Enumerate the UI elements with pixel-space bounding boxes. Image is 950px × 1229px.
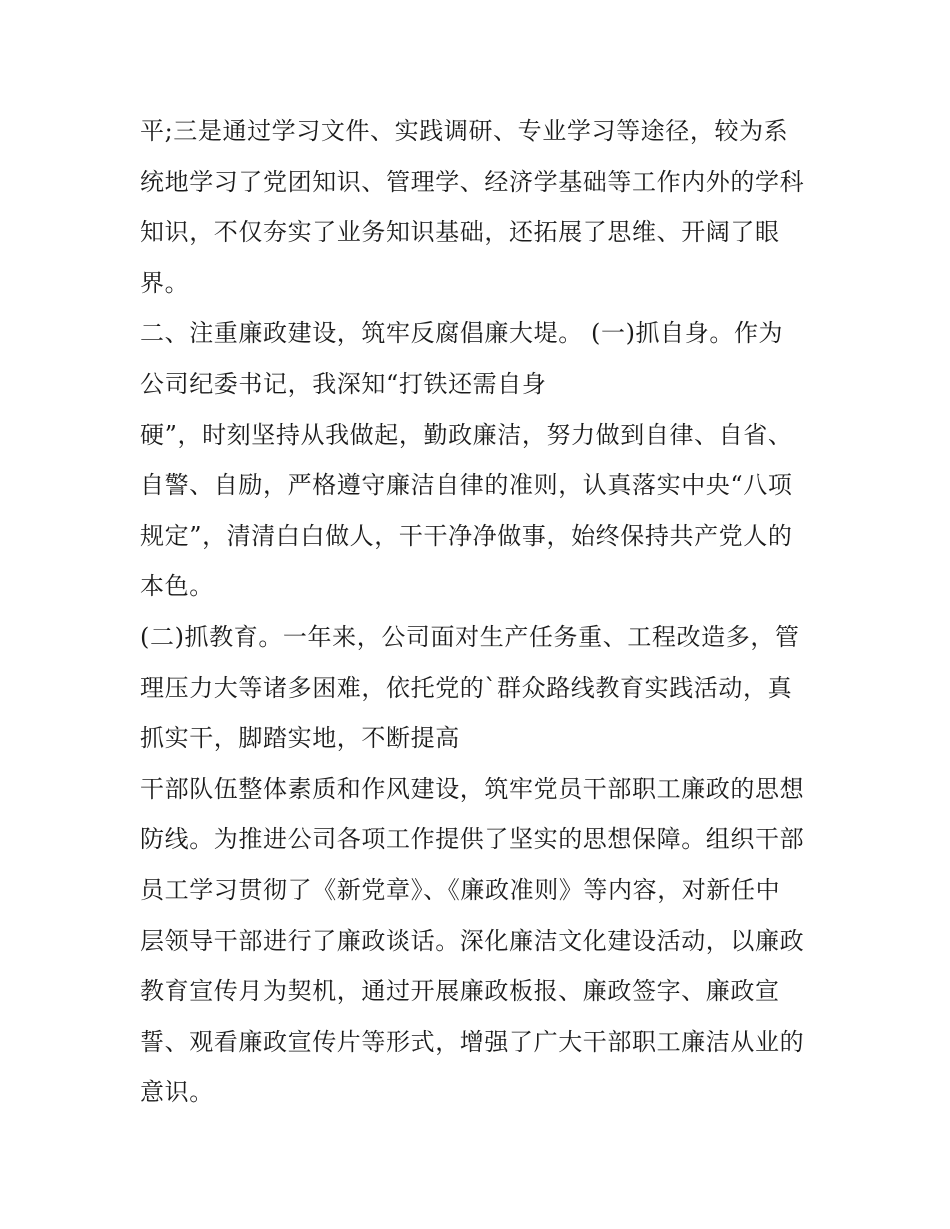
body-text xyxy=(140,106,840,1118)
text-line: 意识。 xyxy=(140,1078,214,1107)
text-line: 干部队伍整体素质和作风建设，筑牢党员干部职工廉政的思想 xyxy=(140,774,805,803)
text-line: 理压力大等诸多困难，依托党的`群众路线教育实践活动，真 xyxy=(140,673,793,702)
text-line: 誓、观看廉政宣传片等形式，增强了广大干部职工廉洁从业的 xyxy=(140,1027,805,1056)
text-line: 自警、自励，严格遵守廉洁自律的准则，认真落实中央“八项 xyxy=(140,471,793,500)
text-line: 规定”，清清白白做人，干干净净做事，始终保持共产党人的 xyxy=(140,521,793,550)
text-line: 平;三是通过学习文件、实践调研、专业学习等途径，较为系 xyxy=(140,117,789,145)
text-line: 统地学习了党团知识、管理学、经济学基础等工作内外的学科 xyxy=(140,167,805,196)
text-line: 员工学习贯彻了《新党章》、《廉政准则》等内容，对新任中 xyxy=(140,875,781,904)
section-heading-line: 二、注重廉政建设，筑牢反腐倡廉大堤。 (一)抓自身。作为 xyxy=(140,319,784,348)
text-line: 公司纪委书记，我深知“打铁还需自身 xyxy=(140,369,547,398)
text-line: 硬”，时刻坚持从我做起，勤政廉洁，努力做到自律、自省、 xyxy=(140,420,793,449)
text-line: 防线。为推进公司各项工作提供了坚实的思想保障。组织干部 xyxy=(140,825,805,854)
text-line: 本色。 xyxy=(140,572,214,601)
subsection-line: (二)抓教育。一年来，公司面对生产任务重、工程改造多，管 xyxy=(140,622,800,651)
text-line: 知识，不仅夯实了业务知识基础，还拓展了思维、开阔了眼 xyxy=(140,218,780,247)
text-line: 层领导干部进行了廉政谈话。深化廉洁文化建设活动，以廉政 xyxy=(140,926,805,955)
text-line: 抓实干，脚踏实地，不断提高 xyxy=(140,724,460,753)
text-line: 界。 xyxy=(140,268,190,297)
text-line: 教育宣传月为契机，通过开展廉政板报、廉政签字、廉政宣 xyxy=(140,977,780,1006)
